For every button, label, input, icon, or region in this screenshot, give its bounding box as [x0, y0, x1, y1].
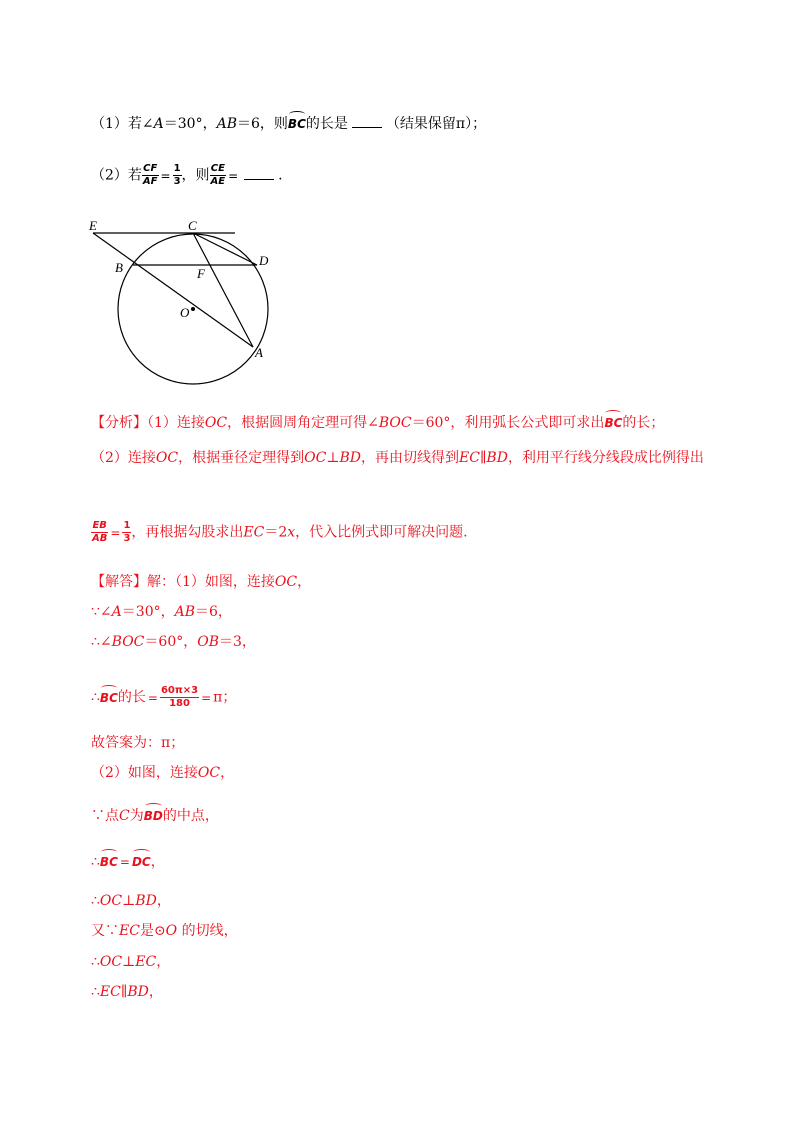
solution-line-9: ∴OC⊥BD， — [91, 893, 171, 909]
fraction-one-third: $\frac{1}{3}$ — [173, 163, 181, 187]
solution-line-5: 故答案为：π； — [91, 735, 185, 751]
label-a: A — [255, 345, 263, 360]
solution-line-10: 又∵EC是⊙O 的切线， — [91, 923, 238, 939]
label-d: D — [259, 253, 269, 268]
fraction-eb-ab: $\frac{EB}{AB}$ — [92, 520, 108, 544]
arc-bc: BC — [288, 113, 306, 133]
solution-line-6: （2）如图，连接OC， — [91, 765, 235, 781]
solution-line-3: ∴∠BOC＝60°，OB＝3， — [91, 634, 256, 650]
analysis-line-3: $\frac{EB}{AB}$ = $\frac{1}{3}$ ，再根据勾股求出EC＝2x，代入比例式即可解决问题. — [92, 520, 468, 544]
solution-line-1: 【解答】解：（1）如图，连接OC， — [91, 574, 312, 590]
analysis-line-1: 【分析】（1）连接OC，根据圆周角定理可得∠BOC＝60°，利用弧长公式即可求出BC的长； — [91, 412, 664, 432]
solution-line-8: ∴BC = DC， — [91, 851, 165, 871]
answer-blank — [352, 115, 382, 128]
question-1: （1）若∠A＝30°，AB＝6，则BC的长是 （结果保留π）； — [91, 113, 486, 133]
center-point-o — [191, 307, 195, 311]
fraction-ce-ae: $\frac{CE}{AE}$ — [210, 163, 226, 187]
solution-line-7: ∵点C为BD的中点， — [91, 805, 219, 825]
arc-bc: BC — [100, 687, 118, 707]
label-e: E — [89, 218, 97, 233]
arc-dc: DC — [132, 851, 151, 871]
label-o: O — [180, 305, 190, 320]
arc-bc: BC — [100, 851, 118, 871]
solution-line-2: ∵∠A＝30°，AB＝6， — [91, 604, 232, 620]
geometry-figure — [85, 215, 285, 390]
label-b: B — [115, 260, 123, 275]
answer-blank — [244, 167, 274, 180]
solution-line-11: ∴OC⊥EC， — [91, 954, 171, 970]
chord-ca — [193, 233, 253, 347]
arc-bc: BC — [604, 412, 622, 432]
question-2: （2）若 $\frac{CF}{AF}$ = $\frac{1}{3}$ ，则 $\frac{CE}{AE}$ = . — [91, 163, 283, 187]
label-f: F — [197, 266, 205, 281]
line-ea — [93, 233, 253, 347]
fraction-one-third: $\frac{1}{3}$ — [123, 520, 131, 544]
solution-line-4: ∴BC的长 = $\frac{60\pi\times 3}{180}$ = π； — [91, 685, 237, 709]
fraction-cf-af: $\frac{CF}{AF}$ — [142, 163, 158, 187]
label-c: C — [188, 218, 197, 233]
chord-cd — [193, 233, 257, 265]
fraction-arc-length: $\frac{60\pi\times 3}{180}$ — [160, 685, 199, 709]
arc-bd: BD — [144, 805, 163, 825]
analysis-line-2: （2）连接OC，根据垂径定理得到OC⊥BD，再由切线得到EC∥BD，利用平行线分线段成比例得出 — [91, 450, 704, 466]
solution-line-12: ∴EC∥BD， — [91, 984, 163, 1000]
